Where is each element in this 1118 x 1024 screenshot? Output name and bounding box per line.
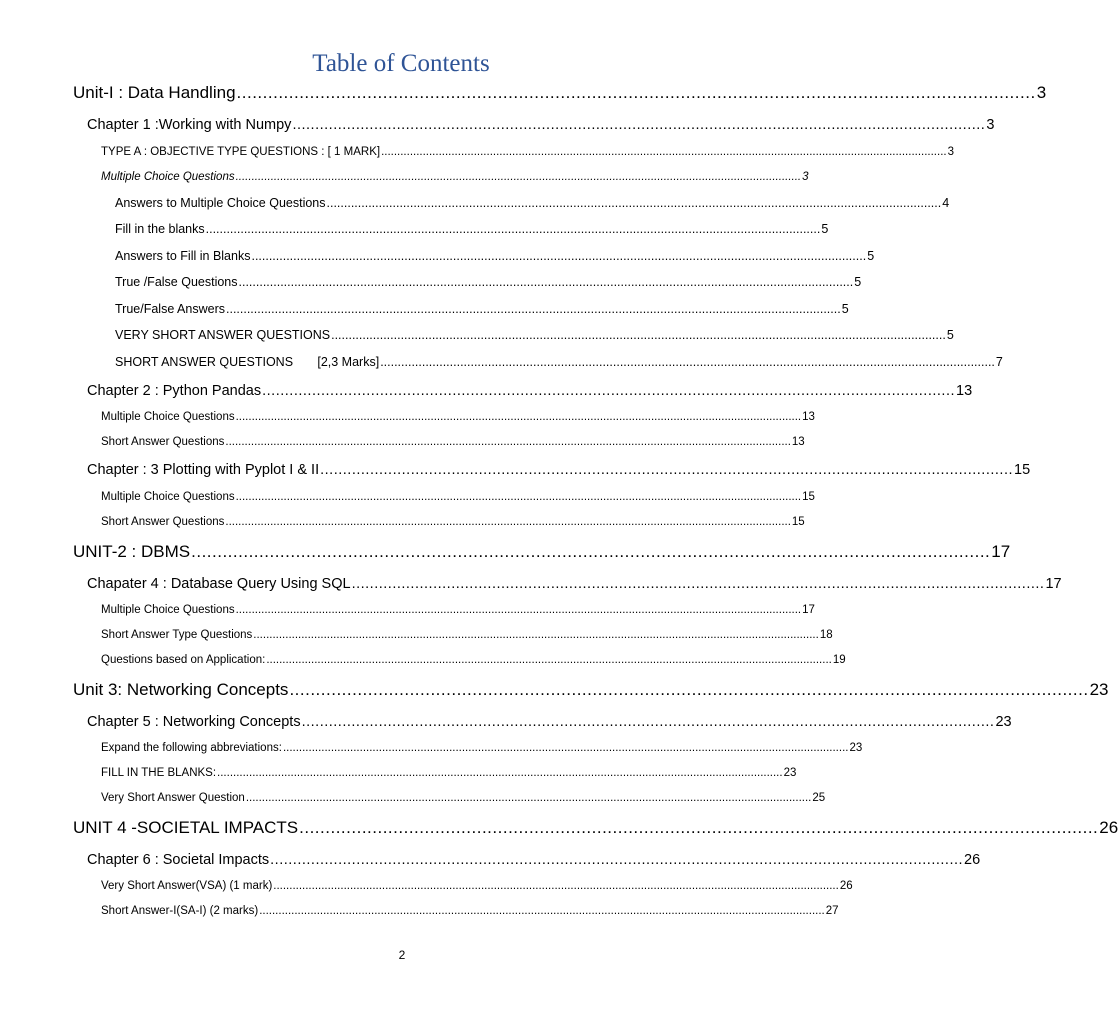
toc-entry-chapter-2[interactable] xyxy=(87,383,973,399)
dot-leader: ................................................................................................................................................................................. xyxy=(235,411,802,423)
toc-entry-mcq-answers[interactable] xyxy=(115,196,950,210)
dot-leader: ................................................................................................................................................................................. xyxy=(273,880,839,892)
toc-entry-page: 23 xyxy=(783,767,797,779)
toc-entry-page: 5 xyxy=(946,328,954,342)
toc-entry-page: 27 xyxy=(825,905,839,917)
toc-entry-page: 18 xyxy=(819,629,833,641)
toc-entry-page: 4 xyxy=(942,196,950,210)
toc-entry-page: 3 xyxy=(986,117,995,133)
toc-entry-vsa[interactable] xyxy=(101,880,853,892)
toc-entry-application-4[interactable] xyxy=(101,654,846,666)
toc-entry-page: 19 xyxy=(832,654,846,666)
toc-entry-chapter-1[interactable] xyxy=(87,117,995,133)
toc-entry-label: Chapter 1 :Working with Numpy xyxy=(87,117,292,133)
dot-leader: ................................................................................................................................................................................. xyxy=(331,328,946,342)
toc-entry-label: UNIT-2 : DBMS xyxy=(73,542,191,561)
toc-entry-label: FILL IN THE BLANKS: xyxy=(101,767,217,779)
toc-entry-page: 3 xyxy=(1036,83,1047,102)
toc-entry-very-short-5[interactable] xyxy=(101,792,826,804)
toc-entry-page: 5 xyxy=(841,302,849,316)
toc-entry-unit-4[interactable] xyxy=(73,818,1118,838)
dot-leader: ......................................................................................................................................................... xyxy=(301,714,995,730)
toc-entry-label: Chapter : 3 Plotting with Pyplot I & II xyxy=(87,462,320,478)
toc-entry-fill-answers[interactable] xyxy=(115,249,875,263)
toc-entry-page: 7 xyxy=(995,355,1003,369)
dot-leader: ................................................................................................................................................................................. xyxy=(235,171,802,183)
toc-entry-page: 26 xyxy=(1099,818,1118,837)
toc-entry-page: 26 xyxy=(839,880,853,892)
dot-leader: ................................................................................................................................................................................. xyxy=(245,792,812,804)
toc-entry-short-answer[interactable] xyxy=(115,355,1003,369)
toc-entry-page: 3 xyxy=(947,146,954,158)
toc-entry-page: 5 xyxy=(867,249,875,263)
toc-entry-short-3[interactable] xyxy=(101,516,805,528)
toc-entry-label: VERY SHORT ANSWER QUESTIONS xyxy=(115,328,331,342)
toc-entry-label: Chapter 2 : Python Pandas xyxy=(87,383,262,399)
toc-entry-true-false-answers[interactable] xyxy=(115,302,849,316)
toc-entry-label: True/False Answers xyxy=(115,302,225,316)
toc-entry-fill-blanks[interactable] xyxy=(115,222,829,236)
page-number: 2 xyxy=(398,948,406,962)
toc-entry-label: Fill in the blanks xyxy=(115,222,205,236)
dot-leader: ................................................................................................................................................................................. xyxy=(205,222,821,236)
toc-entry-page: 15 xyxy=(791,516,805,528)
toc-entry-unit-1[interactable] xyxy=(73,83,1047,103)
toc-entry-page: 26 xyxy=(964,852,981,868)
dot-leader: ................................................................................................................................................................................. xyxy=(235,604,802,616)
toc-entry-label: SHORT ANSWER QUESTIONS [2,3 Marks] xyxy=(115,355,380,369)
dot-leader: ......................................................................................................................................................... xyxy=(236,83,1036,102)
toc-entry-sa-i[interactable] xyxy=(101,905,839,917)
toc-entry-label: Multiple Choice Questions xyxy=(101,411,235,423)
dot-leader: ................................................................................................................................................................................. xyxy=(225,436,791,448)
toc-entry-label: Chapater 4 : Database Query Using SQL xyxy=(87,576,351,592)
toc-entry-page: 23 xyxy=(1089,680,1109,699)
toc-entry-short-2[interactable] xyxy=(101,436,805,448)
toc-entry-chapter-4[interactable] xyxy=(87,576,1062,592)
toc-entry-page: 17 xyxy=(991,542,1011,561)
toc-entry-very-short[interactable] xyxy=(115,328,954,342)
toc-entry-label: Short Answer Questions xyxy=(101,516,225,528)
toc-entry-label: UNIT 4 -SOCIETAL IMPACTS xyxy=(73,818,299,837)
toc-entry-label: Chapter 6 : Societal Impacts xyxy=(87,852,270,868)
dot-leader: ......................................................................................................................................................... xyxy=(289,680,1089,699)
dot-leader: ................................................................................................................................................................................. xyxy=(259,905,825,917)
dot-leader: ......................................................................................................................................................... xyxy=(262,383,955,399)
toc-entry-label: Multiple Choice Questions xyxy=(101,491,235,503)
toc-entry-chapter-6[interactable] xyxy=(87,852,981,868)
toc-entry-fill-blanks-5[interactable] xyxy=(101,767,797,779)
toc-entry-label: Chapter 5 : Networking Concepts xyxy=(87,714,301,730)
toc-entry-label: Very Short Answer(VSA) (1 mark) xyxy=(101,880,273,892)
toc-entry-page: 17 xyxy=(802,604,815,616)
dot-leader: ................................................................................................................................................................................. xyxy=(251,249,867,263)
toc-entry-true-false[interactable] xyxy=(115,275,862,289)
toc-entry-page: 15 xyxy=(802,491,815,503)
toc-entry-chapter-3[interactable] xyxy=(87,462,1031,478)
dot-leader: ................................................................................................................................................................................. xyxy=(226,302,841,316)
dot-leader: ................................................................................................................................................................................. xyxy=(326,196,942,210)
toc-entry-label: Short Answer-I(SA-I) (2 marks) xyxy=(101,905,259,917)
dot-leader: ................................................................................................................................................................................. xyxy=(217,767,783,779)
toc-entry-label: True /False Questions xyxy=(115,275,238,289)
toc-entry-mcq-3[interactable] xyxy=(101,491,815,503)
dot-leader: ................................................................................................................................................................................. xyxy=(381,146,947,158)
toc-entry-label: TYPE A : OBJECTIVE TYPE QUESTIONS : [ 1 MARK] xyxy=(101,146,381,158)
dot-leader: ......................................................................................................................................................... xyxy=(351,576,1045,592)
toc-entry-page: 25 xyxy=(812,792,826,804)
toc-entry-label: Answers to Fill in Blanks xyxy=(115,249,251,263)
toc-entry-unit-2[interactable] xyxy=(73,542,1011,562)
toc-entry-abbreviations[interactable] xyxy=(101,742,863,754)
toc-entry-label: Multiple Choice Questions xyxy=(101,171,235,183)
toc-entry-mcq-4[interactable] xyxy=(101,604,815,616)
dot-leader: ......................................................................................................................................................... xyxy=(299,818,1099,837)
toc-entry-short-type-4[interactable] xyxy=(101,629,833,641)
toc-entry-label: Short Answer Type Questions xyxy=(101,629,253,641)
dot-leader: ................................................................................................................................................................................. xyxy=(282,742,849,754)
dot-leader: ......................................................................................................................................................... xyxy=(191,542,991,561)
dot-leader: ......................................................................................................................................................... xyxy=(270,852,964,868)
dot-leader: ......................................................................................................................................................... xyxy=(320,462,1013,478)
dot-leader: ................................................................................................................................................................................. xyxy=(235,491,802,503)
toc-entry-mcq-1[interactable] xyxy=(101,171,809,183)
toc-entry-label: Expand the following abbreviations: xyxy=(101,742,282,754)
toc-entry-unit-3[interactable] xyxy=(73,680,1109,700)
toc-entry-page: 23 xyxy=(995,714,1012,730)
toc-entry-page: 17 xyxy=(1045,576,1062,592)
dot-leader: ................................................................................................................................................................................. xyxy=(380,355,995,369)
toc-title: Table of Contents xyxy=(312,50,490,77)
toc-entry-page: 13 xyxy=(791,436,805,448)
toc-entry-label: Very Short Answer Question xyxy=(101,792,245,804)
toc-entry-page: 13 xyxy=(956,383,973,399)
dot-leader: ................................................................................................................................................................................. xyxy=(225,516,791,528)
dot-leader: ................................................................................................................................................................................. xyxy=(238,275,854,289)
toc-entry-page: 5 xyxy=(854,275,862,289)
dot-leader: ................................................................................................................................................................................. xyxy=(253,629,819,641)
toc-entry-label: Unit 3: Networking Concepts xyxy=(73,680,289,699)
toc-entry-label: Answers to Multiple Choice Questions xyxy=(115,196,326,210)
toc-entry-label: Short Answer Questions xyxy=(101,436,225,448)
toc-entry-mcq-2[interactable] xyxy=(101,411,815,423)
toc-entry-chapter-5[interactable] xyxy=(87,714,1012,730)
toc-entry-page: 5 xyxy=(821,222,829,236)
toc-entry-page: 13 xyxy=(802,411,815,423)
toc-entry-page: 23 xyxy=(849,742,863,754)
toc-entry-page: 3 xyxy=(802,171,809,183)
toc-entry-label: Questions based on Application: xyxy=(101,654,266,666)
toc-entry-label: Unit-I : Data Handling xyxy=(73,83,236,102)
toc-entry-page: 15 xyxy=(1014,462,1031,478)
toc-entry-type-a[interactable] xyxy=(101,146,954,158)
toc-entry-label: Multiple Choice Questions xyxy=(101,604,235,616)
dot-leader: ................................................................................................................................................................................. xyxy=(266,654,832,666)
dot-leader: ......................................................................................................................................................... xyxy=(292,117,986,133)
